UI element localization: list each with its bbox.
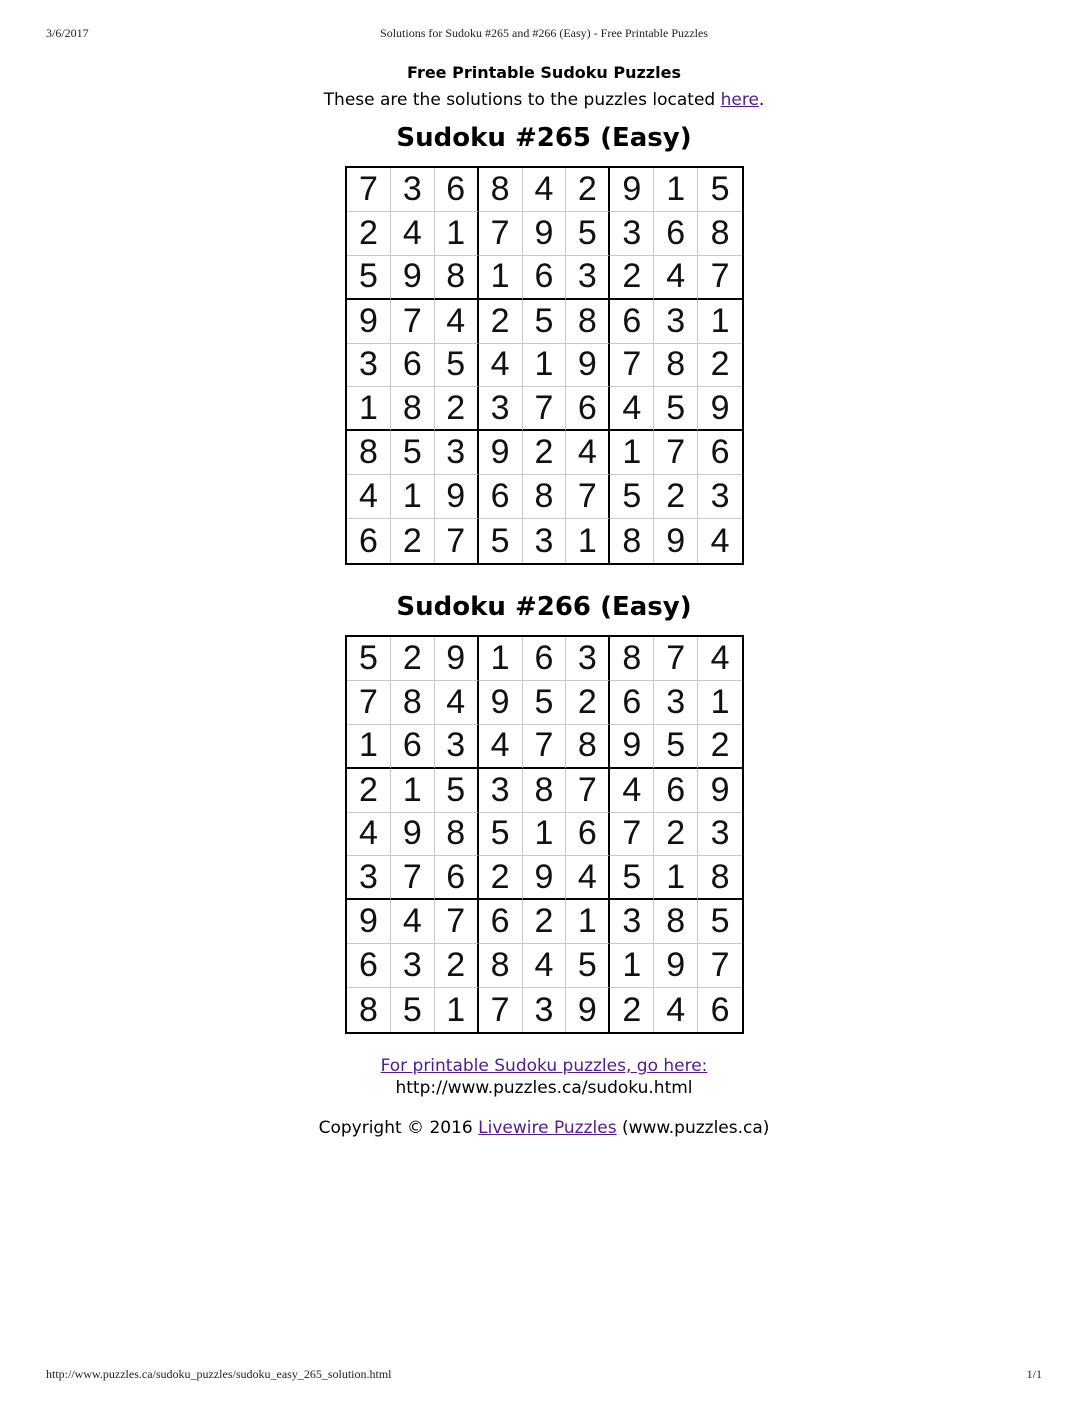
sudoku-cell: 2 xyxy=(698,344,742,388)
sudoku-cell: 8 xyxy=(654,900,698,944)
sudoku-cell: 1 xyxy=(654,856,698,900)
sudoku-cell: 9 xyxy=(654,944,698,988)
puzzle-title-266: Sudoku #266 (Easy) xyxy=(396,592,692,622)
sudoku-cell: 1 xyxy=(566,519,610,563)
sudoku-cell: 7 xyxy=(347,168,391,212)
sudoku-cell: 7 xyxy=(698,944,742,988)
sudoku-cell: 3 xyxy=(566,637,610,681)
sudoku-cell: 7 xyxy=(698,256,742,300)
sudoku-cell: 1 xyxy=(347,725,391,769)
sudoku-cell: 7 xyxy=(479,212,523,256)
sudoku-cell: 8 xyxy=(610,519,654,563)
sudoku-cell: 5 xyxy=(479,813,523,857)
sudoku-cell: 6 xyxy=(479,475,523,519)
sudoku-cell: 7 xyxy=(654,431,698,475)
sudoku-cell: 4 xyxy=(479,725,523,769)
sudoku-cell: 1 xyxy=(347,387,391,431)
intro-text xyxy=(0,90,1088,110)
sudoku-cell: 7 xyxy=(566,475,610,519)
sudoku-cell: 2 xyxy=(654,475,698,519)
sudoku-cell: 7 xyxy=(523,725,567,769)
sudoku-cell: 5 xyxy=(435,769,479,813)
sudoku-cell: 2 xyxy=(435,944,479,988)
sudoku-cell: 4 xyxy=(435,300,479,344)
sudoku-cell: 8 xyxy=(391,681,435,725)
sudoku-cell: 2 xyxy=(391,519,435,563)
sudoku-cell: 6 xyxy=(523,637,567,681)
sudoku-cell: 9 xyxy=(523,212,567,256)
sudoku-cell: 5 xyxy=(610,475,654,519)
sudoku-cell: 6 xyxy=(435,168,479,212)
sudoku-cell: 3 xyxy=(435,431,479,475)
sudoku-cell: 5 xyxy=(479,519,523,563)
sudoku-cell: 5 xyxy=(523,300,567,344)
sudoku-cell: 3 xyxy=(654,681,698,725)
sudoku-cell: 4 xyxy=(710,521,730,560)
sudoku-cell: 1 xyxy=(479,637,523,681)
sudoku-cell: 3 xyxy=(523,988,567,1032)
print-url: http://www.puzzles.ca/sudoku_puzzles/sudoku_easy_265_solution.html xyxy=(46,1367,392,1381)
sudoku-cell: 9 xyxy=(610,168,654,212)
sudoku-cell: 2 xyxy=(566,168,610,212)
sudoku-cell: 2 xyxy=(654,813,698,857)
sudoku-cell: 6 xyxy=(654,769,698,813)
sudoku-cell: 3 xyxy=(698,475,742,519)
sudoku-cell: 7 xyxy=(391,300,435,344)
sudoku-cell: 7 xyxy=(435,900,479,944)
sudoku-cell: 5 xyxy=(698,168,742,212)
sudoku-cell: 9 xyxy=(391,256,435,300)
sudoku-cell: 8 xyxy=(698,856,742,900)
sudoku-cell: 9 xyxy=(479,681,523,725)
print-page-title: Solutions for Sudoku #265 and #266 (Easy) - Free Printable Puzzles xyxy=(380,26,708,40)
print-date: 3/6/2017 xyxy=(46,26,89,40)
sudoku-cell: 1 xyxy=(566,900,610,944)
sudoku-cell: 1 xyxy=(523,813,567,857)
copyright-suffix: (www.puzzles.ca) xyxy=(616,1118,770,1138)
sudoku-cell: 3 xyxy=(610,212,654,256)
sudoku-cell: 7 xyxy=(610,813,654,857)
sudoku-cell: 8 xyxy=(347,988,391,1032)
sudoku-cell: 5 xyxy=(391,431,435,475)
intro-label: These are the solutions to the puzzles located xyxy=(323,90,721,110)
sudoku-cell: 2 xyxy=(479,856,523,900)
sudoku-cell: 9 xyxy=(566,344,610,388)
sudoku-cell: 3 xyxy=(479,769,523,813)
sudoku-cell: 4 xyxy=(654,988,698,1032)
sudoku-cell: 4 xyxy=(391,212,435,256)
sudoku-cell: 6 xyxy=(610,300,654,344)
sudoku-cell: 1 xyxy=(479,256,523,300)
sudoku-cell: 2 xyxy=(479,300,523,344)
sudoku-cell: 2 xyxy=(347,769,391,813)
sudoku-cell: 1 xyxy=(523,344,567,388)
sudoku-cell: 1 xyxy=(391,475,435,519)
sudoku-cell: 9 xyxy=(566,988,610,1032)
sudoku-cell: 4 xyxy=(698,637,742,681)
sudoku-cell: 1 xyxy=(610,944,654,988)
sudoku-cell: 5 xyxy=(391,988,435,1032)
sudoku-cell: 3 xyxy=(391,168,435,212)
sudoku-cell: 4 xyxy=(479,344,523,388)
sudoku-cell: 9 xyxy=(391,813,435,857)
sudoku-cell: 7 xyxy=(391,856,435,900)
sudoku-cell: 2 xyxy=(391,637,435,681)
sudoku-cell: 9 xyxy=(610,725,654,769)
sudoku-cell: 9 xyxy=(347,900,391,944)
more-puzzles xyxy=(0,1055,1088,1099)
sudoku-cell: 1 xyxy=(391,769,435,813)
sudoku-cell: 9 xyxy=(435,475,479,519)
sudoku-cell: 3 xyxy=(698,813,742,857)
sudoku-cell: 6 xyxy=(391,344,435,388)
sudoku-url: http://www.puzzles.ca/sudoku.html xyxy=(395,1078,693,1098)
printable-sudoku-link[interactable]: For printable Sudoku puzzles, go here: xyxy=(380,1056,708,1076)
sudoku-cell: 9 xyxy=(479,431,523,475)
sudoku-cell: 7 xyxy=(347,681,391,725)
sudoku-cell: 4 xyxy=(566,431,610,475)
sudoku-cell: 3 xyxy=(435,725,479,769)
sudoku-cell: 5 xyxy=(435,344,479,388)
sudoku-cell: 6 xyxy=(347,944,391,988)
sudoku-cell: 4 xyxy=(391,900,435,944)
sudoku-cell: 2 xyxy=(523,431,567,475)
sudoku-cell: 8 xyxy=(610,637,654,681)
copyright-prefix: Copyright © 2016 xyxy=(318,1118,479,1138)
sudoku-cell: 5 xyxy=(347,637,391,681)
sudoku-cell: 2 xyxy=(698,725,742,769)
copyright xyxy=(0,1118,1088,1138)
sudoku-cell: 6 xyxy=(347,519,391,563)
sudoku-cell: 9 xyxy=(435,637,479,681)
sudoku-cell: 2 xyxy=(610,988,654,1032)
sudoku-cell: 9 xyxy=(347,300,391,344)
site-title: Free Printable Sudoku Puzzles xyxy=(407,63,681,82)
sudoku-cell: 6 xyxy=(391,725,435,769)
sudoku-cell: 8 xyxy=(566,725,610,769)
sudoku-cell: 2 xyxy=(435,387,479,431)
sudoku-cell: 4 xyxy=(347,813,391,857)
sudoku-cell: 6 xyxy=(654,212,698,256)
sudoku-cell: 8 xyxy=(435,813,479,857)
sudoku-cell: 8 xyxy=(391,387,435,431)
sudoku-cell: 9 xyxy=(698,387,742,431)
sudoku-cell: 1 xyxy=(654,168,698,212)
sudoku-cell: 6 xyxy=(698,431,742,475)
livewire-puzzles-link[interactable]: Livewire Puzzles xyxy=(478,1118,617,1138)
sudoku-cell: 1 xyxy=(610,431,654,475)
sudoku-cell: 3 xyxy=(347,856,391,900)
sudoku-cell: 5 xyxy=(347,256,391,300)
sudoku-cell: 3 xyxy=(654,300,698,344)
sudoku-cell: 6 xyxy=(710,990,730,1029)
sudoku-cell: 4 xyxy=(610,769,654,813)
sudoku-cell: 9 xyxy=(698,769,742,813)
sudoku-cell: 6 xyxy=(479,900,523,944)
sudoku-cell: 1 xyxy=(698,681,742,725)
sudoku-cell: 9 xyxy=(654,519,698,563)
sudoku-cell: 1 xyxy=(435,212,479,256)
sudoku-grid-265 xyxy=(345,166,744,565)
sudoku-cell: 8 xyxy=(654,344,698,388)
sudoku-cell: 5 xyxy=(698,900,742,944)
sudoku-cell: 5 xyxy=(654,725,698,769)
sudoku-cell: 2 xyxy=(566,681,610,725)
sudoku-cell: 7 xyxy=(435,519,479,563)
sudoku-cell: 4 xyxy=(610,387,654,431)
puzzles-here-link[interactable]: here xyxy=(720,90,759,110)
intro-suffix: . xyxy=(758,90,765,110)
sudoku-cell: 4 xyxy=(566,856,610,900)
sudoku-cell: 4 xyxy=(654,256,698,300)
sudoku-cell: 6 xyxy=(610,681,654,725)
sudoku-cell: 8 xyxy=(479,168,523,212)
sudoku-cell: 5 xyxy=(566,944,610,988)
sudoku-cell: 8 xyxy=(479,944,523,988)
sudoku-cell: 5 xyxy=(523,681,567,725)
sudoku-cell: 3 xyxy=(391,944,435,988)
sudoku-cell: 7 xyxy=(479,988,523,1032)
sudoku-cell: 3 xyxy=(523,519,567,563)
sudoku-cell: 2 xyxy=(523,900,567,944)
sudoku-cell: 3 xyxy=(347,344,391,388)
sudoku-cell: 8 xyxy=(523,769,567,813)
sudoku-cell: 6 xyxy=(435,856,479,900)
sudoku-cell: 4 xyxy=(523,944,567,988)
sudoku-cell: 4 xyxy=(435,681,479,725)
sudoku-cell: 4 xyxy=(523,168,567,212)
sudoku-cell: 6 xyxy=(523,256,567,300)
sudoku-cell: 5 xyxy=(610,856,654,900)
puzzle-title-265: Sudoku #265 (Easy) xyxy=(396,123,692,153)
sudoku-cell: 8 xyxy=(435,256,479,300)
sudoku-cell: 3 xyxy=(566,256,610,300)
print-page-number: 1/1 xyxy=(1026,1367,1042,1381)
sudoku-cell: 8 xyxy=(566,300,610,344)
sudoku-cell: 5 xyxy=(654,387,698,431)
sudoku-cell: 7 xyxy=(654,637,698,681)
sudoku-cell: 7 xyxy=(610,344,654,388)
sudoku-cell: 6 xyxy=(566,813,610,857)
sudoku-cell: 7 xyxy=(566,769,610,813)
sudoku-cell: 1 xyxy=(435,988,479,1032)
sudoku-grid-266 xyxy=(345,635,744,1034)
sudoku-cell: 5 xyxy=(566,212,610,256)
sudoku-cell: 7 xyxy=(523,387,567,431)
sudoku-cell: 9 xyxy=(523,856,567,900)
sudoku-cell: 2 xyxy=(610,256,654,300)
sudoku-cell: 2 xyxy=(347,212,391,256)
sudoku-cell: 4 xyxy=(347,475,391,519)
sudoku-cell: 8 xyxy=(347,431,391,475)
sudoku-cell: 6 xyxy=(566,387,610,431)
sudoku-cell: 8 xyxy=(523,475,567,519)
sudoku-cell: 3 xyxy=(610,900,654,944)
sudoku-cell: 8 xyxy=(698,212,742,256)
sudoku-cell: 1 xyxy=(698,300,742,344)
sudoku-cell: 3 xyxy=(479,387,523,431)
